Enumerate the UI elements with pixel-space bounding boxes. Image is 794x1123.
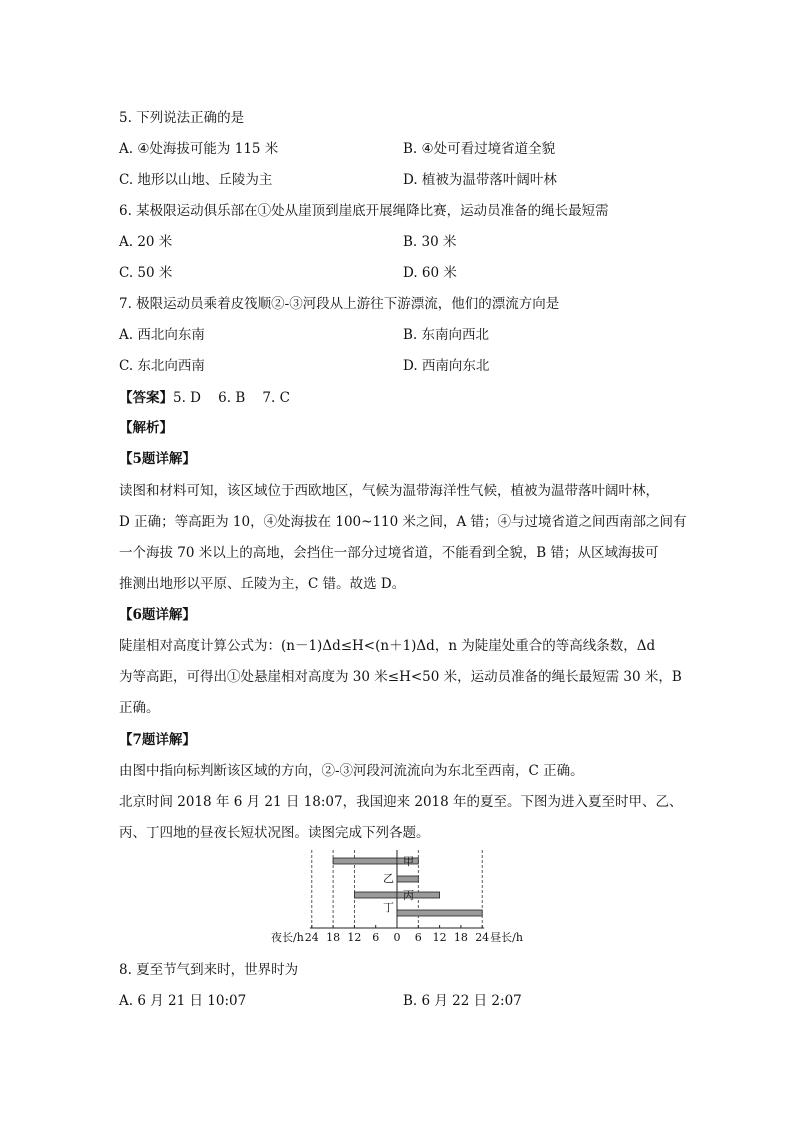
q7-option-a: A. 西北向东南	[119, 327, 205, 343]
day-night-chart	[250, 848, 550, 948]
q8-stem: 8. 夏至节气到来时，世界时为	[119, 962, 299, 978]
x-tick-label: 6	[372, 931, 380, 944]
q6-stem: 6. 某极限运动俱乐部在①处从崖顶到崖底开展绳降比赛，运动员准备的绳长最短需	[119, 203, 609, 219]
x-tick-label: 24	[475, 931, 490, 944]
q7-stem: 7. 极限运动员乘着皮筏顺②-③河段从上游往下游漂流，他们的漂流方向是	[119, 296, 560, 312]
q5-option-d: D. 植被为温带落叶阔叶林	[403, 172, 557, 188]
q7-option-b: B. 东南向西北	[403, 327, 490, 343]
detail5-line: 读图和材料可知，该区域位于西欧地区，气候为温带海洋性气候，植被为温带落叶阔叶林，	[119, 483, 659, 499]
x-tick-label: 12	[432, 931, 447, 944]
night-bar	[354, 892, 397, 898]
x-tick-label: 12	[347, 931, 362, 944]
answer-label: 【答案】	[119, 390, 173, 406]
detail5-line: D 正确；等高距为 10，④处海拔在 100~110 米之间，A 错；④与过境省道之间西南部之间有	[119, 514, 687, 530]
q6-option-c: C. 50 米	[119, 265, 173, 281]
night-bar	[333, 858, 397, 864]
day-bar	[397, 910, 482, 916]
x-axis-label-day: 昼长/h	[490, 931, 523, 944]
category-label: 丁	[383, 901, 394, 914]
intro-line: 丙、丁四地的昼夜长短状况图。读图完成下列各题。	[119, 825, 430, 841]
x-tick-label: 18	[453, 931, 468, 944]
detail6-line: 正确。	[119, 700, 160, 716]
q5-option-b: B. ④处可看过境省道全貌	[403, 141, 556, 157]
x-tick-label: 6	[414, 931, 422, 944]
x-tick-label: 18	[326, 931, 341, 944]
q5-stem: 5. 下列说法正确的是	[119, 110, 245, 126]
detail5-line: 一个海拔 70 米以上的高地，会挡住一部分过境省道，不能看到全貌，B 错；从区域海拔可	[119, 545, 659, 561]
q5-option-c: C. 地形以山地、丘陵为主	[119, 172, 273, 188]
q6-option-a: A. 20 米	[119, 234, 173, 250]
answer-text: 5. D 6. B 7. C	[173, 390, 290, 406]
detail5-label: 【5题详解】	[119, 451, 196, 467]
detail7-line: 由图中指向标判断该区域的方向，②-③河段河流流向为东北至西南，C 正确。	[119, 763, 584, 779]
day-bar	[397, 876, 418, 882]
q8-option-a: A. 6 月 21 日 10:07	[119, 993, 247, 1009]
x-axis-label-night: 夜长/h	[271, 931, 304, 944]
x-tick-label: 0	[393, 931, 401, 944]
q7-option-c: C. 东北向西南	[119, 358, 205, 374]
detail7-label: 【7题详解】	[119, 732, 196, 748]
day-night-chart-svg	[250, 848, 550, 948]
q6-option-d: D. 60 米	[403, 265, 457, 281]
q6-option-b: B. 30 米	[403, 234, 457, 250]
q5-option-a: A. ④处海拔可能为 115 米	[119, 141, 279, 157]
detail6-label: 【6题详解】	[119, 607, 196, 623]
q8-option-b: B. 6 月 22 日 2:07	[403, 993, 522, 1009]
analysis-label: 【解析】	[119, 420, 173, 436]
detail6-line: 为等高距，可得出①处悬崖相对高度为 30 米≤H<50 米，运动员准备的绳长最短需 30 米，B	[119, 669, 682, 685]
x-tick-label: 24	[304, 931, 319, 944]
detail5-line: 推测出地形以平原、丘陵为主，C 错。故选 D。	[119, 576, 406, 592]
detail6-line: 陡崖相对高度计算公式为：(n－1)Δd≤H<(n＋1)Δd，n 为陡崖处重合的等高线条数，Δd	[119, 638, 656, 654]
answer-line	[119, 386, 290, 406]
intro-line: 北京时间 2018 年 6 月 21 日 18:07，我国迎来 2018 年的夏至。下图为进入夏至时甲、乙、	[119, 794, 683, 810]
category-label: 丙	[403, 889, 414, 902]
category-label: 甲	[403, 855, 414, 868]
category-label: 乙	[383, 872, 394, 885]
q7-option-d: D. 西南向东北	[403, 358, 490, 374]
